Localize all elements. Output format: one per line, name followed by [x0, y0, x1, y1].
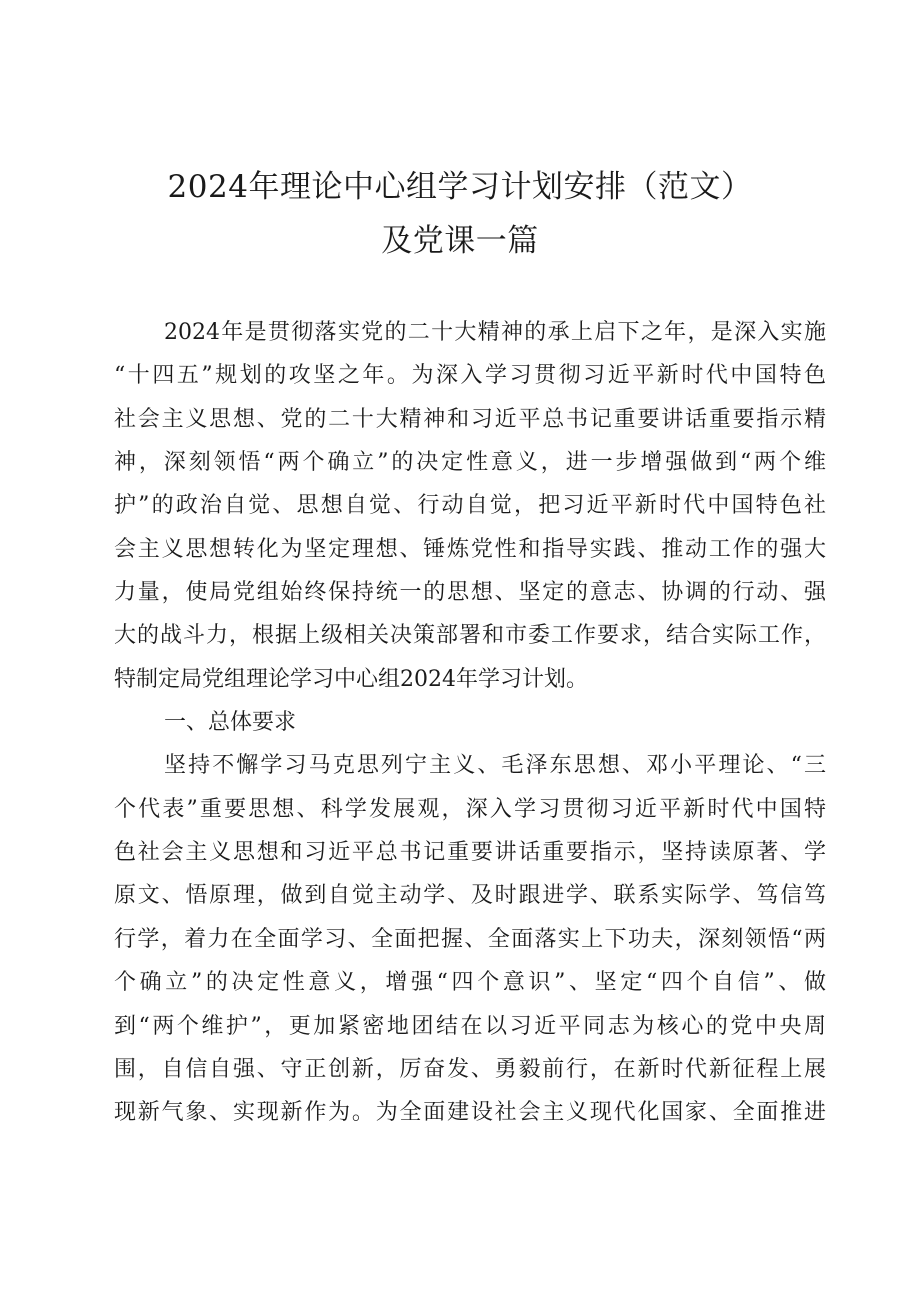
text-line: 现新气象、实现新作为。为全面建设社会主义现代化国家、全面推进 [114, 1100, 826, 1126]
text-line: 个确立”的决定性意义，增强“四个意识”、坚定“四个自信”、做 [114, 970, 826, 996]
title-line-1: 2024年理论中心组学习计划安排（范文） [167, 169, 753, 205]
section-heading: 一、总体要求 [164, 710, 297, 736]
text-line: 大的战斗力，根据上级相关决策部署和市委工作要求，结合实际工作， [114, 623, 826, 649]
title-line-2: 及党课一篇 [381, 223, 539, 259]
text-line: 特制定局党组理论学习中心组2024年学习计划。 [114, 666, 588, 692]
text-line: 护”的政治自觉、思想自觉、行动自觉，把习近平新时代中国特色社 [114, 493, 826, 519]
text-line: 2024年是贯彻落实党的二十大精神的承上启下之年，是深入实施 [164, 320, 826, 345]
document-title [0, 160, 920, 268]
text-line: 围，自信自强、守正创新，厉奋发、勇毅前行，在新时代新征程上展 [114, 1056, 826, 1082]
text-line: 到“两个维护”，更加紧密地团结在以习近平同志为核心的党中央周 [114, 1013, 826, 1039]
text-line: 行学，着力在全面学习、全面把握、全面落实上下功夫，深刻领悟“两 [114, 926, 826, 952]
text-line: 神，深刻领悟“两个确立”的决定性意义，进一步增强做到“两个维 [114, 450, 826, 476]
text-line: “十四五”规划的攻坚之年。为深入学习贯彻习近平新时代中国特色 [114, 363, 826, 389]
text-line: 会主义思想转化为坚定理想、锤炼党性和指导实践、推动工作的强大 [114, 536, 826, 562]
intro-paragraph [114, 311, 826, 701]
section-paragraph [114, 744, 826, 1134]
text-line: 坚持不懈学习马克思列宁主义、毛泽东思想、邓小平理论、“三 [164, 753, 826, 779]
text-line: 社会主义思想、党的二十大精神和习近平总书记重要讲话重要指示精 [114, 406, 826, 432]
text-line: 色社会主义思想和习近平总书记重要讲话重要指示，坚持读原著、学 [114, 840, 826, 866]
text-line: 力量，使局党组始终保持统一的思想、坚定的意志、协调的行动、强 [114, 580, 826, 606]
text-line: 原文、悟原理，做到自觉主动学、及时跟进学、联系实际学、笃信笃 [114, 883, 826, 909]
text-line: 个代表”重要思想、科学发展观，深入学习贯彻习近平新时代中国特 [114, 796, 826, 822]
document-body [114, 311, 826, 1135]
